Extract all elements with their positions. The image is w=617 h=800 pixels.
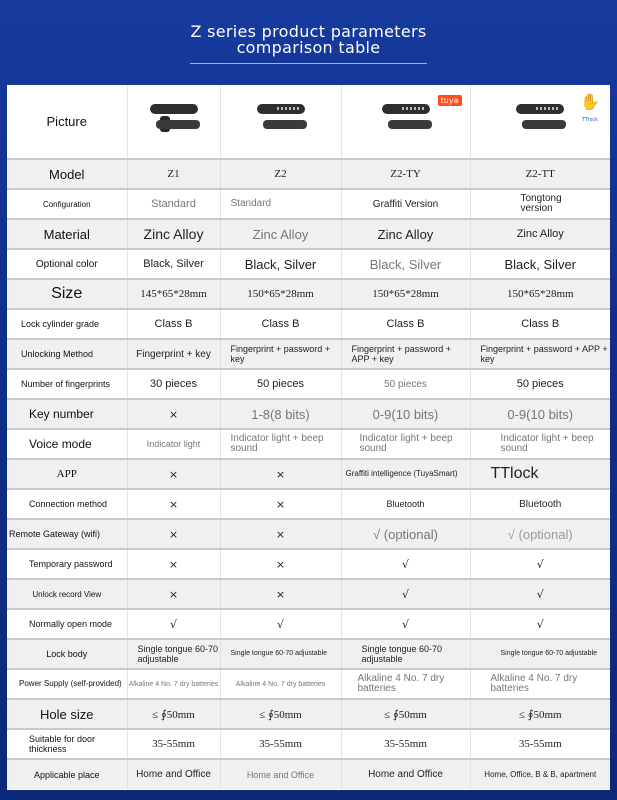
cell-z2-ty: Indicator light + beep sound: [341, 429, 470, 459]
row-label: Size: [7, 279, 127, 309]
row-unlocking-method: [7, 339, 610, 369]
cell-z1: ×: [127, 579, 220, 609]
cell-z2: Standard: [220, 189, 341, 219]
row-app: [7, 459, 610, 489]
cell-z1: 30 pieces: [127, 369, 220, 399]
cell-z2-ty: √ (optional): [341, 519, 470, 549]
cell-z2-ty: √: [341, 549, 470, 579]
cell-z2-tt: Zinc Alloy: [470, 219, 610, 249]
cell-z1: ×: [127, 459, 220, 489]
row-size: [7, 279, 610, 309]
cell-z2-ty: 35-55mm: [341, 729, 470, 759]
row-applicable-place: [7, 759, 610, 789]
cell-z1: ×: [127, 549, 220, 579]
cell-z2-ty: 150*65*28mm: [341, 279, 470, 309]
row-label: Normally open mode: [7, 609, 127, 639]
row-lock-cylinder: [7, 309, 610, 339]
page-title: [0, 24, 617, 56]
cell-z2-ty: Z2-TY: [341, 159, 470, 189]
row-connection: [7, 489, 610, 519]
row-label: Power Supply (self-provided): [7, 669, 127, 699]
cell-z2: 1-8(8 bits): [220, 399, 341, 429]
cell-z2: ×: [220, 489, 341, 519]
row-label: APP: [7, 459, 127, 489]
cell-z2-ty: Fingerprint + password + APP + key: [341, 339, 470, 369]
cell-z2: Fingerprint + password + key: [220, 339, 341, 369]
row-label: Lock cylinder grade: [7, 309, 127, 339]
cell-z2: Z2: [220, 159, 341, 189]
cell-z2: Black, Silver: [220, 249, 341, 279]
row-label: Connection method: [7, 489, 127, 519]
cell-z2-tt: Fingerprint + password + APP + key: [470, 339, 610, 369]
cell-z2: √: [220, 609, 341, 639]
tuya-logo: tuya: [438, 95, 462, 106]
door-handle-icon: [146, 98, 202, 140]
row-optional-color: [7, 249, 610, 279]
cell-z1: √: [127, 609, 220, 639]
cell-z2-tt: 50 pieces: [470, 369, 610, 399]
title-underline: [190, 63, 427, 64]
cell-z2: ×: [220, 519, 341, 549]
cell-z2-tt: √: [470, 579, 610, 609]
cell-z2-tt: 0-9(10 bits): [470, 399, 610, 429]
cell-z2-ty: Home and Office: [341, 759, 470, 789]
cell-z2-ty: Class B: [341, 309, 470, 339]
row-lock-body: [7, 639, 610, 669]
cell-z1: ×: [127, 519, 220, 549]
cell-z2: Class B: [220, 309, 341, 339]
cell-z2-tt: Single tongue 60-70 adjustable: [470, 639, 610, 669]
cell-z2-ty: Graffiti Version: [341, 189, 470, 219]
row-voice-mode: [7, 429, 610, 459]
cell-z2-ty: ≤ ∮50mm: [341, 699, 470, 729]
cell-z2-ty: √: [341, 609, 470, 639]
cell-z2-ty: Black, Silver: [341, 249, 470, 279]
cell-z2-ty: 50 pieces: [341, 369, 470, 399]
cell-z2-tt: ≤ ∮50mm: [470, 699, 610, 729]
cell-z2: 150*65*28mm: [220, 279, 341, 309]
cell-z2: 35-55mm: [220, 729, 341, 759]
cell-z2: ×: [220, 459, 341, 489]
row-normally-open: [7, 609, 610, 639]
row-label: Lock body: [7, 639, 127, 669]
row-configuration: [7, 189, 610, 219]
cell-z2: Alkaline 4 No. 7 dry batteries: [220, 669, 341, 699]
cell-z2: Indicator light + beep sound: [220, 429, 341, 459]
cell-z2-ty: Alkaline 4 No. 7 dry batteries: [341, 669, 470, 699]
picture-z2-tt: [470, 85, 610, 159]
row-label: Optional color: [7, 249, 127, 279]
cell-z2: ×: [220, 579, 341, 609]
cell-z2-tt: 150*65*28mm: [470, 279, 610, 309]
cell-z2-ty: Zinc Alloy: [341, 219, 470, 249]
row-hole-size: [7, 699, 610, 729]
cell-z2-ty: √: [341, 579, 470, 609]
cell-z2: Single tongue 60-70 adjustable: [220, 639, 341, 669]
cell-z2-ty: Bluetooth: [341, 489, 470, 519]
title-line-1: Z series product parameters: [190, 22, 427, 41]
cell-z2-ty: Single tongue 60-70 adjustable: [341, 639, 470, 669]
row-label: Remote Gateway (wifi): [7, 519, 127, 549]
cell-z2: Zinc Alloy: [220, 219, 341, 249]
cell-z2-tt: Indicator light + beep sound: [470, 429, 610, 459]
ttlock-hand-icon: ✋ TTlock: [580, 92, 600, 123]
cell-z2-ty: Graffiti intelligence (TuyaSmart): [341, 459, 470, 489]
cell-z2-tt: √ (optional): [470, 519, 610, 549]
door-handle-icon: [253, 98, 309, 140]
cell-z1: 35-55mm: [127, 729, 220, 759]
row-model: [7, 159, 610, 189]
cell-z1: 145*65*28mm: [127, 279, 220, 309]
cell-z1: Class B: [127, 309, 220, 339]
cell-z1: Standard: [127, 189, 220, 219]
cell-z2-tt: 35-55mm: [470, 729, 610, 759]
row-label: Configuration: [7, 189, 127, 219]
cell-z2: 50 pieces: [220, 369, 341, 399]
row-label: Voice mode: [7, 429, 127, 459]
cell-z2-tt: Class B: [470, 309, 610, 339]
door-handle-icon: [512, 98, 568, 140]
cell-z2-tt: Black, Silver: [470, 249, 610, 279]
door-handle-icon: [378, 98, 434, 140]
row-remote-gateway: [7, 519, 610, 549]
cell-z1: ×: [127, 489, 220, 519]
cell-z1: Alkaline 4 No. 7 dry batteries: [127, 669, 220, 699]
comparison-table: [7, 85, 610, 790]
row-picture: [7, 85, 610, 159]
cell-z1: Fingerprint + key: [127, 339, 220, 369]
cell-z2: ≤ ∮50mm: [220, 699, 341, 729]
row-door-thickness: [7, 729, 610, 759]
picture-z1: [127, 85, 220, 159]
cell-z2-ty: 0-9(10 bits): [341, 399, 470, 429]
cell-z2: Home and Office: [220, 759, 341, 789]
cell-z1: Single tongue 60-70 adjustable: [127, 639, 220, 669]
cell-z1: Black, Silver: [127, 249, 220, 279]
row-temporary-password: [7, 549, 610, 579]
cell-z2-tt: √: [470, 549, 610, 579]
cell-z2-tt: Bluetooth: [470, 489, 610, 519]
cell-z1: ×: [127, 399, 220, 429]
row-label: Number of fingerprints: [7, 369, 127, 399]
row-power-supply: [7, 669, 610, 699]
picture-z2: [220, 85, 341, 159]
row-material: [7, 219, 610, 249]
cell-z1: ≤ ∮50mm: [127, 699, 220, 729]
cell-z2-tt: TTlock: [470, 459, 610, 489]
cell-z2-tt: Tongtong version: [470, 189, 610, 219]
row-label: Key number: [7, 399, 127, 429]
cell-z2-tt: √: [470, 609, 610, 639]
cell-z1: Z1: [127, 159, 220, 189]
cell-z2: ×: [220, 549, 341, 579]
row-label: Unlocking Method: [7, 339, 127, 369]
row-label: Hole size: [7, 699, 127, 729]
row-unlock-record: [7, 579, 610, 609]
row-label: Applicable place: [7, 759, 127, 789]
cell-z2-tt: Alkaline 4 No. 7 dry batteries: [470, 669, 610, 699]
row-label: Unlock record View: [7, 579, 127, 609]
title-line-2: comparison table: [236, 38, 381, 57]
row-key-number: [7, 399, 610, 429]
row-label: Material: [7, 219, 127, 249]
cell-z2-tt: Home, Office, B & B, apartment: [470, 759, 610, 789]
row-label: Temporary password: [7, 549, 127, 579]
cell-z1: Zinc Alloy: [127, 219, 220, 249]
row-label: Model: [7, 159, 127, 189]
cell-z2-tt: Z2-TT: [470, 159, 610, 189]
cell-z1: Home and Office: [127, 759, 220, 789]
picture-z2-ty: [341, 85, 470, 159]
cell-z1: Indicator light: [127, 429, 220, 459]
row-label: Picture: [46, 114, 87, 129]
row-fingerprints: [7, 369, 610, 399]
row-label: Suitable for door thickness: [7, 729, 127, 759]
